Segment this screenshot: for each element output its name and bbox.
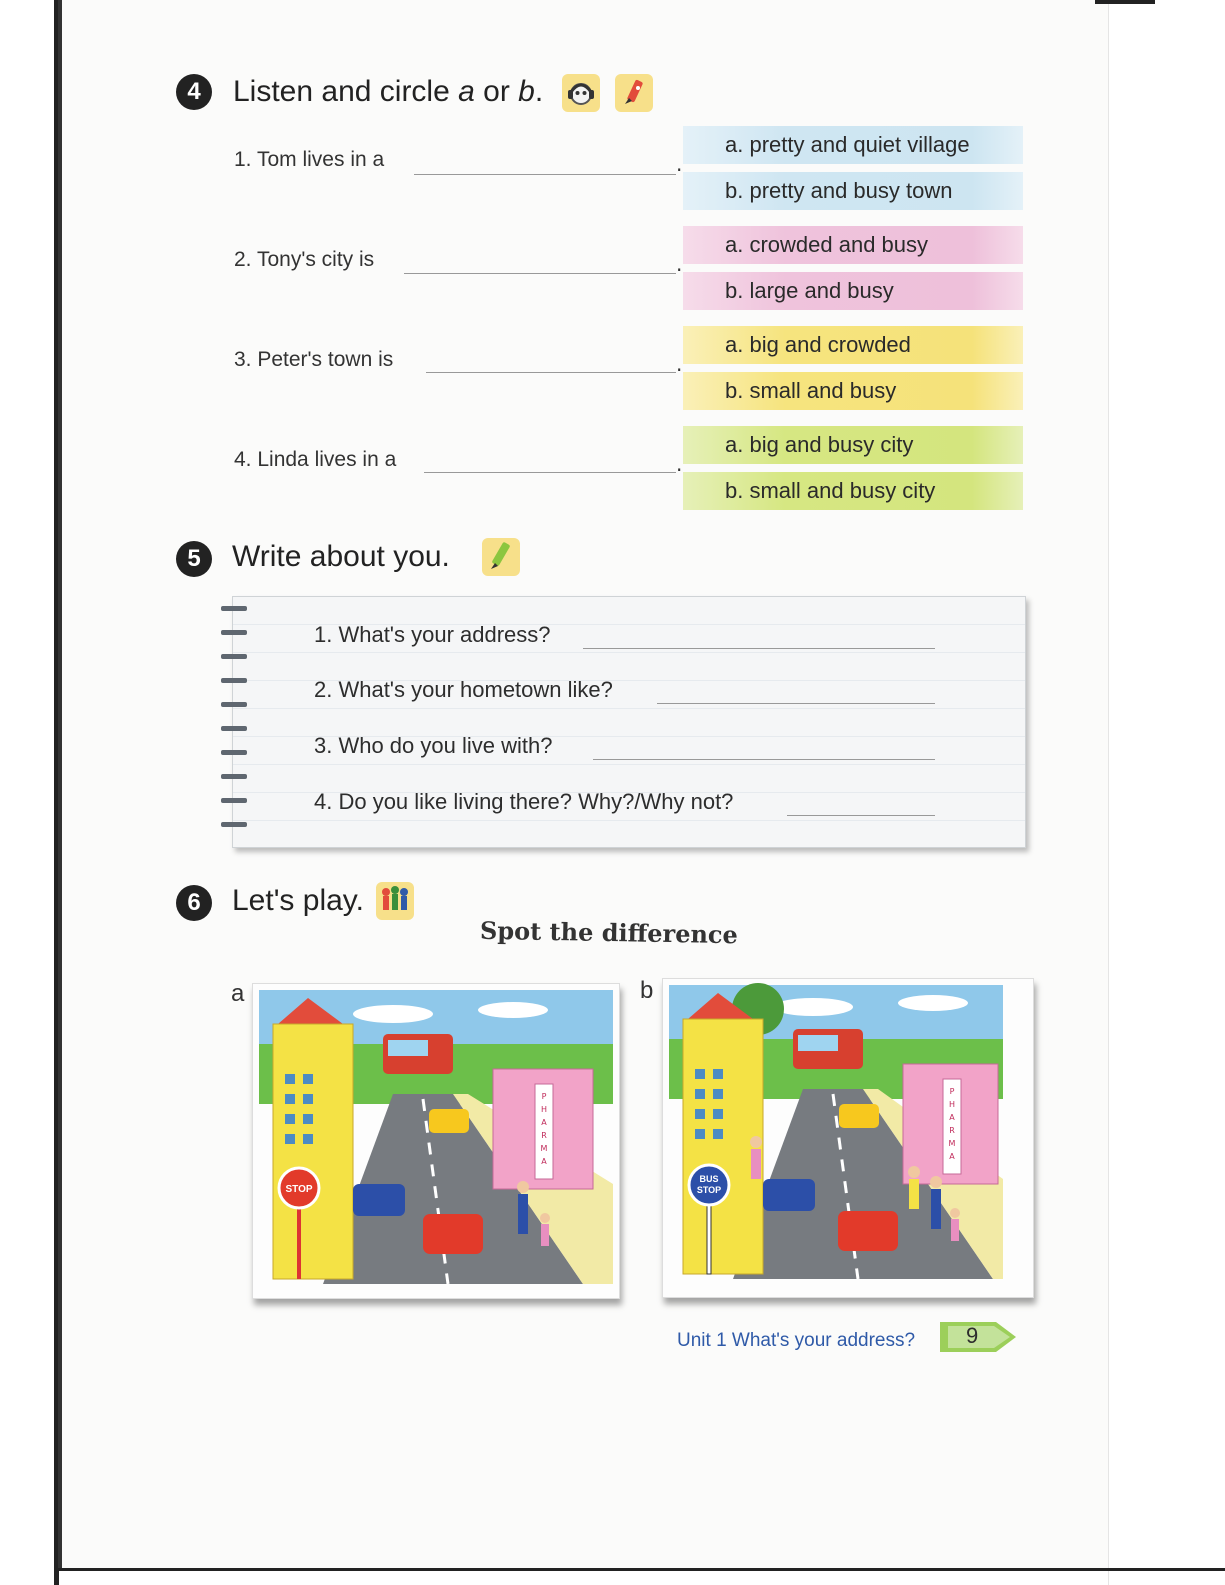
notebook-ring (221, 822, 247, 827)
unit-footer: Unit 1 What's your address? (677, 1330, 916, 1351)
stop-sign-text: STOP (285, 1184, 313, 1195)
answer-blank-1[interactable] (414, 174, 676, 175)
pharmacy-letter: A (949, 1113, 955, 1122)
street-picture-a[interactable] (252, 983, 620, 1299)
write-answer-1[interactable] (583, 648, 935, 649)
picture-a-label: a (231, 980, 245, 1007)
question-4-text: 4. Linda lives in a (234, 448, 397, 471)
write-question-3: 3. Who do you live with? (314, 733, 553, 758)
spot-the-difference-banner: Spot the difference (479, 915, 739, 950)
notebook-ring (221, 630, 247, 635)
pharmacy-letter: A (949, 1152, 955, 1161)
period: . (676, 152, 683, 176)
notebook-ring (221, 606, 247, 611)
question-3-text: 3. Peter's town is (234, 348, 394, 371)
bus-stop-text-2: STOP (696, 1185, 722, 1195)
pharmacy-letter: A (541, 1118, 547, 1127)
write-answer-2[interactable] (657, 703, 935, 704)
option-2a[interactable]: a. crowded and busy (683, 226, 1023, 264)
pencil-write-icon (482, 538, 520, 576)
pharmacy-letter: P (541, 1092, 547, 1101)
scan-margin (1108, 0, 1225, 1585)
option-3a[interactable]: a. big and crowded (683, 326, 1023, 364)
option-4a[interactable]: a. big and busy city (683, 426, 1023, 464)
street-picture-b[interactable] (662, 978, 1034, 1298)
bus-stop-text-1: BUS (699, 1174, 719, 1184)
write-answer-3[interactable] (593, 759, 935, 760)
pharmacy-letter: P (949, 1087, 955, 1096)
question-2-text: 2. Tony's city is (234, 248, 375, 271)
section-4-title: Listen and circle a or b. (233, 75, 544, 108)
scan-bottom-edge (58, 1568, 1225, 1571)
period: . (676, 452, 683, 476)
page-gutter (0, 0, 58, 1585)
answer-blank-4[interactable] (424, 472, 676, 473)
section-6-title: Let's play. (232, 884, 364, 917)
section-4-number: 4 (176, 74, 212, 110)
period: . (676, 252, 683, 276)
street-scene-b (663, 979, 1033, 1297)
headphones-icon (562, 74, 600, 112)
pharmacy-letter: R (541, 1131, 547, 1140)
notebook-ring (221, 654, 247, 659)
notebook-ring (221, 678, 247, 683)
write-question-2: 2. What's your hometown like? (314, 677, 613, 702)
street-scene-a (253, 984, 619, 1298)
option-1a[interactable]: a. pretty and quiet village (683, 126, 1023, 164)
pharmacy-letter: M (948, 1139, 956, 1148)
answer-blank-2[interactable] (404, 273, 676, 274)
page-number-badge (940, 1320, 1020, 1354)
write-question-4: 4. Do you like living there? Why?/Why not? (314, 789, 734, 814)
write-question-1: 1. What's your address? (314, 622, 551, 647)
option-3b[interactable]: b. small and busy (683, 372, 1023, 410)
answer-blank-3[interactable] (426, 372, 676, 373)
option-2b[interactable]: b. large and busy (683, 272, 1023, 310)
pharmacy-letter: H (540, 1105, 548, 1114)
pharmacy-letter: M (540, 1144, 548, 1153)
period: . (676, 352, 683, 376)
section-6-number: 6 (176, 885, 212, 921)
scan-mark (1095, 0, 1155, 4)
write-answer-4[interactable] (787, 815, 935, 816)
question-1-text: 1. Tom lives in a (234, 148, 385, 171)
option-4b[interactable]: b. small and busy city (683, 472, 1023, 510)
section-5-number: 5 (176, 541, 212, 577)
children-playing-icon (376, 882, 414, 920)
notebook-ring (221, 798, 247, 803)
notebook-ring (221, 726, 247, 731)
picture-b-label: b (640, 977, 654, 1004)
pharmacy-letter: R (949, 1126, 955, 1135)
page-number: 9 (966, 1323, 979, 1348)
pencil-mascot-icon (615, 74, 653, 112)
pharmacy-letter: A (541, 1157, 547, 1166)
section-5-title: Write about you. (232, 540, 450, 573)
pharmacy-letter: H (948, 1100, 956, 1109)
notebook-ring (221, 702, 247, 707)
option-1b[interactable]: b. pretty and busy town (683, 172, 1023, 210)
notebook-ring (221, 750, 247, 755)
notebook-ring (221, 774, 247, 779)
